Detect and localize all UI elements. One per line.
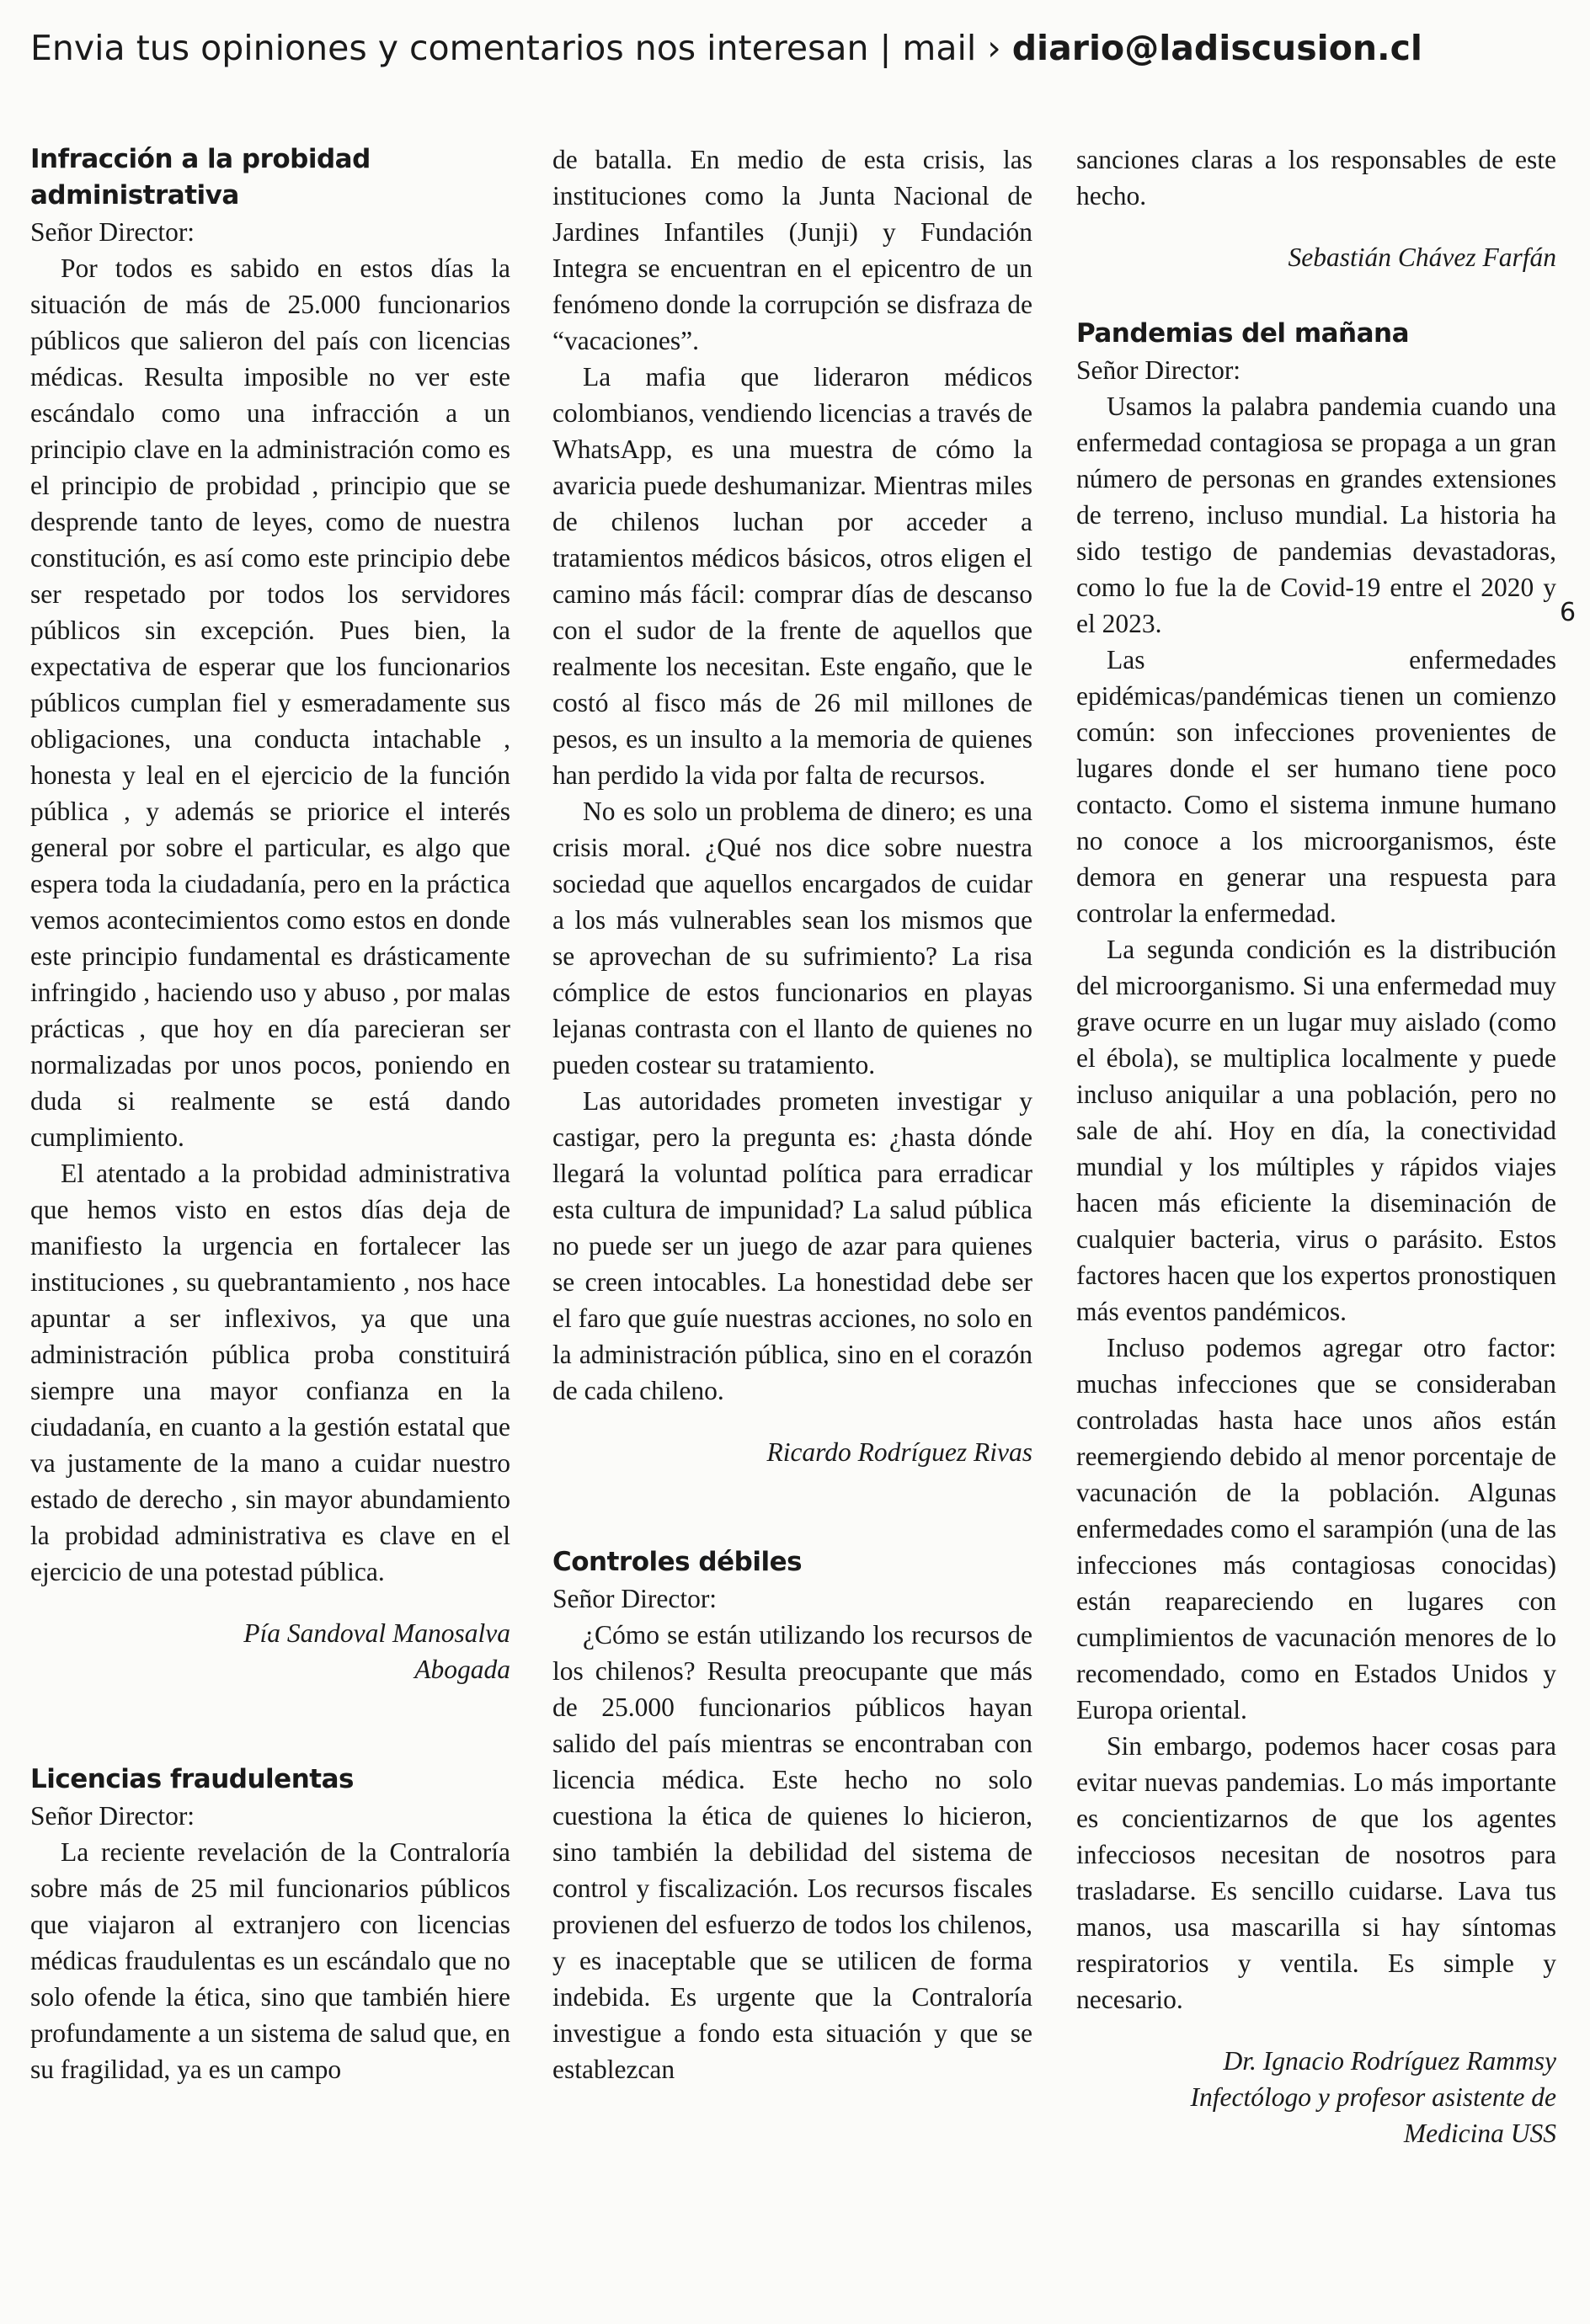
header-text: Envia tus opiniones y comentarios nos interesan | mail ›	[30, 28, 1012, 68]
letter-infraccion-probidad	[30, 141, 510, 1687]
signature-institution: Medicina USS	[1403, 2119, 1556, 2148]
letter-salutation: Señor Director:	[1076, 355, 1241, 385]
letter-paragraph: Incluso podemos agregar otro factor: muchas infecciones que se consideraban controladas hasta hace unos años están reemergiendo debido al menor porcentaje de vacunación de la población. Algunas enfermedades como el sarampión (una de las infecciones más contagiosas conocidas) están reapareciendo en lugares con cumplimientos de vacunación menores de lo recomendado, como en Estados Unidos y Europa oriental.	[1076, 1333, 1556, 1724]
letter-paragraph: ¿Cómo se están utilizando los recursos de los chilenos? Resulta preocupante que más de 25.000 funcionarios públicos hayan salido del país mientras se encontraban con licencia médica. Este hecho no solo cuestiona la ética de quienes lo hicieron, sino también la debilidad del sistema de control y fiscalización. Los recursos fiscales provienen del esfuerzo de todos los chilenos, y es inaceptable que se utilicen de forma indebida. Es urgente que la Contraloría investigue a fondo esta situación y que se establezcan	[552, 1620, 1032, 2084]
letter-salutation: Señor Director:	[30, 1801, 195, 1831]
column-1	[30, 141, 510, 2087]
letter-paragraph: No es solo un problema de dinero; es una crisis moral. ¿Qué nos dice sobre nuestra sociedad que aquellos encargados de cuidar a los más vulnerables sean los mismos que se aprovechan de su sufrimiento? La risa cómplice de estos funcionarios en playas lejanas contrasta con el llanto de quienes no pueden costear su tratamiento.	[552, 797, 1032, 1079]
spacer	[552, 1470, 1032, 1544]
letter-title: Controles débiles	[552, 1547, 803, 1577]
letter-signature	[1076, 239, 1556, 275]
page-header	[30, 19, 1555, 77]
letter-paragraph: Usamos la palabra pandemia cuando una enfermedad contagiosa se propaga a un gran número de personas en grandes extensiones de terreno, incluso mundial. La historia ha sido testigo de pandemias devastadoras, como lo fue la de Covid-19 entre el 2020 y el 2023.	[1076, 392, 1556, 638]
letter-paragraph: de batalla. En medio de esta crisis, las instituciones como la Junta Nacional de Jardines Infantiles (Junji) y Fundación Integra se encuentran en el epicentro de un fenómeno donde la corrupción se disfraza de “vacaciones”.	[552, 145, 1032, 355]
letter-salutation: Señor Director:	[552, 1584, 718, 1613]
spacer	[1076, 275, 1556, 316]
letter-licencias-fraudulentas-cont	[552, 141, 1032, 1470]
letter-pandemias-manana	[1076, 316, 1556, 2151]
letter-signature	[30, 1615, 510, 1687]
letter-paragraph: La reciente revelación de la Contraloría sobre más de 25 mil funcionarios públicos que viajaron al extranjero con licencias médicas fraudulentas es un escándalo que no solo ofende la ética, sino que también hiere profundamente a un sistema de salud que, en su fragilidad, ya es un campo	[30, 1837, 510, 2084]
letter-licencias-fraudulentas	[30, 1762, 510, 2087]
letter-paragraph: La segunda condición es la distribución del microorganismo. Si una enfermedad muy grave ocurre en un lugar muy aislado (como el ébola), se multiplica localmente y puede incluso aniquilar a una población, pero no sale de ahí. Hoy en día, la conectividad mundial y los múltiples y rápidos viajes hacen más eficiente la diseminación de cualquier bacteria, virus o parásito. Estos factores hacen que los expertos pronostiquen más eventos pandémicos.	[1076, 935, 1556, 1326]
page-number: 6	[1560, 598, 1577, 627]
column-2	[552, 141, 1032, 2087]
column-3	[1076, 141, 1556, 2151]
letter-paragraph: El atentado a la probidad administrativa que hemos visto en estos días deja de manifiesto la urgencia en fortalecer las instituciones , su quebrantamiento , nos hace apuntar a ser inflexivos, ya que una administración pública proba constituirá siempre una mayor confianza en la ciudadanía, en cuanto a la gestión estatal que va justamente de la mano a cuidar nuestro estado de derecho , sin mayor abundamiento la probidad administrativa es clave en el ejercicio de una potestad pública.	[30, 1159, 510, 1586]
letter-signature	[552, 1434, 1032, 1470]
signature-name: Dr. Ignacio Rodríguez Rammsy	[1223, 2046, 1556, 2076]
letter-signature	[1076, 2043, 1556, 2151]
letter-salutation: Señor Director:	[30, 217, 195, 247]
spacer	[30, 1687, 510, 1762]
letter-paragraph: La mafia que lideraron médicos colombianos, vendiendo licencias a través de WhatsApp, es una muestra de cómo la avaricia puede deshumanizar. Mientras miles de chilenos luchan por acceder a tratamientos médicos básicos, otros eligen el camino más fácil: comprar días de descanso con el sudor de la frente de aquellos que realmente los necesitan. Este engaño, que le costó al fisco más de 26 mil millones de pesos, es un insulto a la memoria de quienes han perdido la vida por falta de recursos.	[552, 362, 1032, 790]
letter-title: Licencias fraudulentas	[30, 1764, 354, 1794]
letter-title: Infracción a la probidad administrativa	[30, 144, 371, 211]
letter-title: Pandemias del mañana	[1076, 318, 1410, 349]
letter-paragraph: Sin embargo, podemos hacer cosas para evitar nuevas pandemias. Lo más importante es concientizarnos de que los agentes infecciosos necesitan de nosotros para trasladarse. Es sencillo cuidarse. Lava tus manos, usa mascarilla si hay síntomas respiratorios y ventila. Es simple y necesario.	[1076, 1731, 1556, 2014]
letter-controles-debiles	[552, 1544, 1032, 2087]
signature-role: Infectólogo y profesor asistente de	[1190, 2082, 1556, 2112]
letter-paragraph: Las enfermedades epidémicas/pandémicas tienen un comienzo común: son infecciones provenientes de lugares donde el ser humano tiene poco contacto. Como el sistema inmune humano no conoce a los microorganismos, éste demora en generar una respuesta para controlar la enfermedad.	[1076, 645, 1556, 928]
letter-controles-debiles-cont	[1076, 141, 1556, 275]
header-email: diario@ladiscusion.cl	[1011, 28, 1422, 68]
signature-name: Sebastián Chávez Farfán	[1288, 243, 1556, 272]
letter-paragraph: Por todos es sabido en estos días la situación de más de 25.000 funcionarios públicos que salieron del país con licencias médicas. Resulta imposible no ver este escándalo como una infracción a un principio clave en la administración como es el principio de probidad , principio que se desprende tanto de leyes, como de nuestra constitución, es así como este principio debe ser respetado por todos los servidores públicos sin excepción. Pues bien, la expectativa de esperar que los funcionarios públicos cumplan fiel y esmeradamente sus obligaciones, una conducta intachable , honesta y leal en el ejercicio de la función pública , y además se priorice el interés general por sobre el particular, es algo que espera toda la ciudadanía, pero en la práctica vemos acontecimientos como estos en donde este principio fundamental es drásticamente infringido , haciendo uso y abuso , por malas prácticas , que hoy en día parecieran ser normalizadas por unos pocos, poniendo en duda si realmente se está dando cumplimiento.	[30, 253, 510, 1152]
letter-paragraph: Las autoridades prometen investigar y castigar, pero la pregunta es: ¿hasta dónde llegará la voluntad política para erradicar esta cultura de impunidad? La salud pública no puede ser un juego de azar para quienes se creen intocables. La honestidad debe ser el faro que guíe nuestras acciones, no solo en la administración pública, sino en el corazón de cada chileno.	[552, 1086, 1032, 1405]
signature-name: Pía Sandoval Manosalva	[243, 1618, 510, 1648]
signature-name: Ricardo Rodríguez Rivas	[766, 1437, 1032, 1467]
letter-paragraph: sanciones claras a los responsables de este hecho.	[1076, 145, 1556, 211]
signature-role: Abogada	[414, 1655, 510, 1684]
